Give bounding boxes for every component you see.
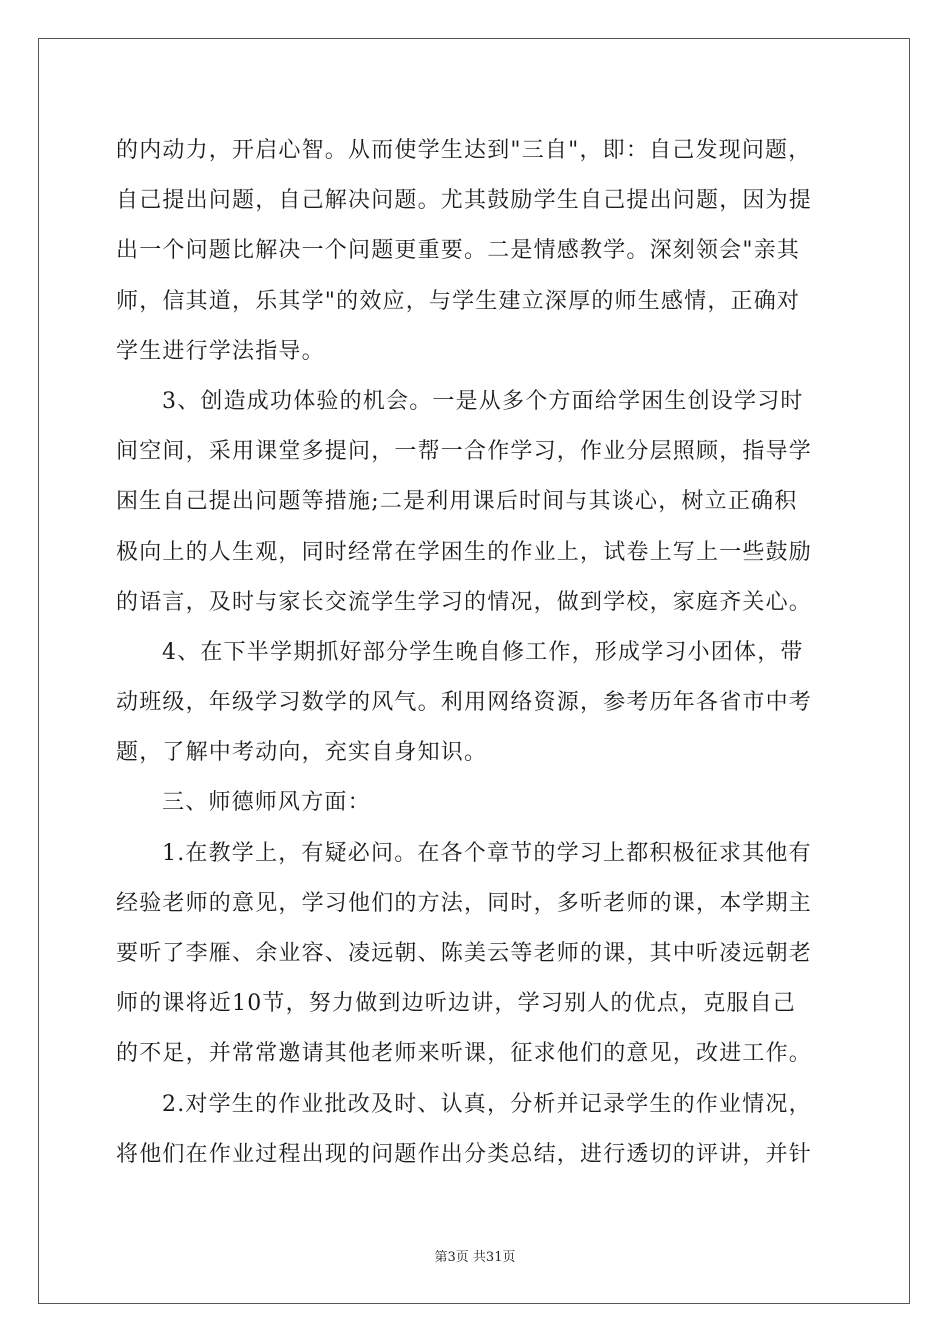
text-line: 题，了解中考动向，充实自身知识。 [116,740,488,766]
text-line: 学生进行学法指导。 [116,338,325,364]
text-line: 三、师德师风方面： [162,790,371,816]
page-footer: 第3页 共31页 [434,1250,516,1265]
text-line: 要听了李雁、余业容、凌远朝、陈美云等老师的课，其中听凌远朝老 [116,941,813,966]
text-line: 出一个问题比解决一个问题更重要。二是情感教学。深刻领会"亲其 [116,238,801,264]
document-body [116,126,836,1180]
text-line: 自己提出问题，自己解决问题。尤其鼓励学生自己提出问题，因为提 [116,188,813,214]
text-line: 师的课将近10节，努力做到边听边讲，学习别人的优点，克服自己 [116,991,796,1017]
text-line: 3、创造成功体验的机会。一是从多个方面给学困生创设学习时 [162,388,804,414]
text-line: 困生自己提出问题等措施;二是利用课后时间与其谈心，树立正确积 [116,489,798,515]
text-line: 极向上的人生观，同时经常在学困生的作业上，试卷上写上一些鼓励 [116,539,813,565]
text-line: 间空间，采用课堂多提问，一帮一合作学习，作业分层照顾，指导学 [116,439,813,465]
text-line: 师，信其道，乐其学"的效应，与学生建立深厚的师生感情，正确对 [116,288,801,314]
text-line: 2.对学生的作业批改及时、认真，分析并记录学生的作业情况， [162,1091,812,1117]
text-line: 经验老师的意见，学习他们的方法，同时，多听老师的课，本学期主 [116,890,813,916]
text-line: 的内动力，开启心智。从而使学生达到"三自"，即：自己发现问题， [116,138,812,163]
text-line: 动班级，年级学习数学的风气。利用网络资源，参考历年各省市中考 [116,690,813,716]
text-line: 的不足，并常常邀请其他老师来听课，征求他们的意见，改进工作。 [116,1041,813,1067]
text-line: 的语言，及时与家长交流学生学习的情况，做到学校，家庭齐关心。 [116,589,813,615]
text-line: 4、在下半学期抓好部分学生晚自修工作，形成学习小团体，带 [162,639,804,665]
text-line: 1.在教学上，有疑必问。在各个章节的学习上都积极征求其他有 [162,840,812,866]
text-line: 将他们在作业过程出现的问题作出分类总结，进行透切的评讲，并针 [116,1141,813,1167]
